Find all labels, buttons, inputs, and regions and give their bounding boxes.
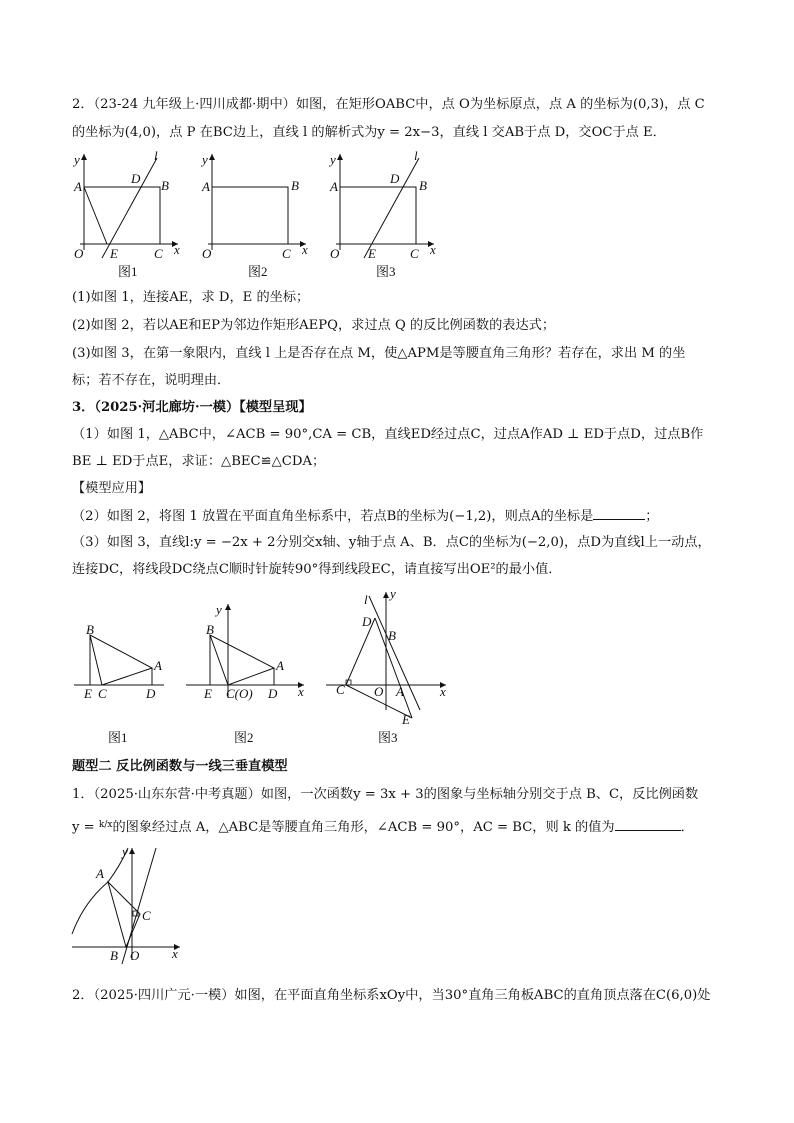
q4-line2b: 的图象经过点 A，△ABC是等腰直角三角形，∠ACB = 90°，AC = BC，则 k 的值为	[112, 820, 615, 835]
q3-line2: （1）如图 1，△ABC中，∠ACB = 90°,CA = CB，直线ED经过点C，过点A作AD ⊥ ED于点D，过点B作	[72, 427, 704, 442]
fig-caption: 图1	[118, 264, 138, 279]
q3-figure-3	[324, 586, 464, 750]
label-o: O	[330, 246, 340, 261]
q3-line1: 3．（2025·河北廊坊·一模）【模型呈现】	[72, 400, 312, 415]
q2-figure-1	[68, 150, 188, 280]
label-x: x	[430, 242, 436, 257]
label-x: x	[440, 684, 446, 699]
answer-blank	[615, 818, 681, 831]
q4-figure	[68, 842, 188, 966]
label-y: y	[202, 152, 208, 167]
label-o: O	[202, 246, 212, 261]
label-b: B	[206, 622, 214, 637]
q3-line5	[72, 507, 658, 526]
label-b: B	[419, 178, 427, 193]
label-e: E	[402, 712, 410, 727]
q3-line7: 连接DC，将线段DC绕点C顺时针旋转90°得到线段EC，请直接写出OE²的最小值．	[72, 562, 562, 577]
label-e: E	[84, 686, 92, 701]
q3-line4: 【模型应用】	[72, 481, 152, 496]
label-o: O	[74, 246, 84, 261]
label-c: C	[98, 686, 107, 701]
label-b: B	[291, 178, 299, 193]
q3-line3: BE ⊥ ED于点E，求证：△BEC≌△CDA；	[72, 454, 326, 469]
label-a: A	[396, 684, 404, 699]
q2-sub2: (2)如图 2，若以AE和EP为邻边作矩形AEPQ，求过点 Q 的反比例函数的表达式；	[72, 318, 556, 333]
label-o: O	[374, 684, 384, 699]
label-d: D	[146, 686, 156, 701]
label-y: y	[330, 152, 336, 167]
label-c: C	[410, 246, 419, 261]
label-l: l	[364, 592, 368, 607]
label-y: y	[122, 844, 128, 859]
q3-line6: （3）如图 3，直线l:y = −2x + 2分别交x轴、y轴于点 A、B．点C的坐标为(−2,0)，点D为直线l上一动点，	[72, 535, 711, 550]
q2-line2: 的坐标为(4,0)，点 P 在BC边上，直线 l 的解析式为y = 2x−3，直线 l 交AB于点 D，交OC于点 E．	[72, 125, 666, 140]
q2-sub1: (1)如图 1，连接AE，求 D，E 的坐标；	[72, 290, 310, 305]
q2-figure-2	[196, 150, 316, 280]
answer-blank	[593, 507, 645, 520]
q2-sub3b: 标；若不存在，说明理由．	[72, 373, 231, 388]
section-title: 题型二 反比例函数与一线三垂直模型	[72, 759, 288, 774]
label-co: C(O)	[226, 686, 253, 701]
label-a: A	[74, 179, 82, 194]
q3-figure-1	[70, 590, 180, 750]
label-a: A	[154, 658, 162, 673]
q5-line1: 2．（2025·四川广元·一模）如图，在平面直角坐标系xOy中，当30°直角三角板ABC的直角顶点落在C(6,0)处	[72, 988, 711, 1003]
fig-caption: 图3	[378, 730, 398, 745]
label-x: x	[302, 242, 308, 257]
label-b: B	[161, 178, 169, 193]
q3-figure-2	[182, 590, 312, 750]
label-d: D	[362, 614, 372, 629]
q4-line2-end: ．	[680, 820, 694, 835]
label-a: A	[96, 866, 104, 881]
q2-sub3a: (3)如图 3，在第一象限内，直线 l 上是否存在点 M，使△APM是等腰直角三角形？若存在，求出 M 的坐	[72, 346, 686, 361]
q4-line2	[72, 816, 694, 837]
label-y: y	[74, 152, 80, 167]
label-l: l	[154, 148, 158, 163]
label-e: E	[368, 246, 376, 261]
label-x: x	[298, 684, 304, 699]
fig-caption: 图2	[234, 730, 254, 745]
label-o: O	[130, 948, 140, 963]
label-c: C	[142, 908, 151, 923]
label-d: D	[268, 686, 278, 701]
label-b: B	[86, 622, 94, 637]
label-l: l	[414, 148, 418, 163]
fig-caption: 图3	[376, 264, 396, 279]
q3-line5-text: （2）如图 2，将图 1 放置在平面直角坐标系中，若点B的坐标为(−1,2)，则点A的坐标是	[72, 509, 594, 524]
label-d: D	[390, 171, 400, 186]
label-e: E	[204, 686, 212, 701]
fraction-k-over-x: k/x	[98, 820, 113, 830]
label-x: x	[172, 946, 178, 961]
label-a: A	[202, 179, 210, 194]
fig-caption: 图2	[248, 264, 268, 279]
q2-line1: 2．（23-24 九年级上·四川成都·期中）如图，在矩形OABC中，点 O为坐标原点，点 A 的坐标为(0,3)，点 C	[72, 97, 705, 112]
label-c: C	[336, 682, 345, 697]
q4-line1: 1．（2025·山东东营·中考真题）如图，一次函数y = 3x + 3的图象与坐标轴分别交于点 B、C，反比例函数	[72, 787, 699, 802]
label-y: y	[390, 586, 396, 601]
label-b: B	[110, 948, 118, 963]
label-c: C	[282, 246, 291, 261]
q2-figure-3	[324, 150, 444, 280]
label-e: E	[110, 246, 118, 261]
q3-line5-end: ；	[645, 509, 659, 524]
label-c: C	[154, 246, 163, 261]
label-b: B	[388, 628, 396, 643]
label-x: x	[174, 242, 180, 257]
label-d: D	[131, 171, 141, 186]
label-a: A	[330, 179, 338, 194]
label-y: y	[216, 602, 222, 617]
fig-caption: 图1	[108, 730, 128, 745]
label-a: A	[276, 658, 284, 673]
q4-line2a: y =	[72, 820, 99, 835]
